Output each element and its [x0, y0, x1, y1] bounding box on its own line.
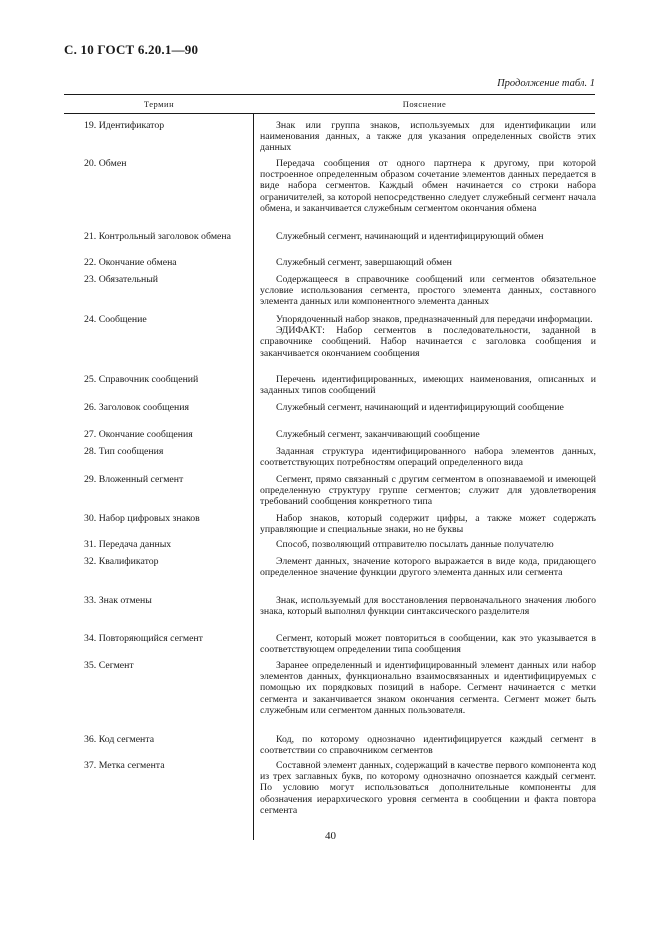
table-row	[64, 660, 596, 716]
term-cell: 35. Сегмент	[84, 660, 134, 671]
table-row	[64, 231, 595, 242]
explanation-cell	[260, 660, 596, 716]
terms-table	[64, 94, 596, 816]
explanation-cell	[260, 314, 596, 359]
table-row	[64, 429, 595, 440]
explanation-cell	[260, 257, 596, 268]
explanation-cell	[260, 760, 596, 816]
table-row	[64, 446, 596, 469]
explanation-paragraph: Упорядоченный набор знаков, предназначенный для передачи информации.	[276, 314, 593, 325]
term-cell: 23. Обязательный	[84, 274, 159, 285]
explanation-paragraph: Знак или группа знаков, используемых для идентификации или наименования данных, а также для указания определенных свойств этих данных	[260, 120, 596, 154]
table-continuation-note: Продолжение табл. 1	[497, 78, 595, 89]
explanation-cell	[260, 429, 596, 440]
explanation-cell	[260, 633, 596, 655]
explanation-cell	[260, 734, 596, 756]
term-cell: 30. Набор цифровых знаков	[84, 513, 200, 524]
term-cell: 31. Передача данных	[84, 539, 172, 550]
term-cell: 21. Контрольный заголовок обмена	[84, 231, 231, 242]
explanation-cell	[260, 374, 596, 396]
table-row	[64, 474, 596, 508]
table-row	[64, 513, 596, 536]
table-column-header	[64, 95, 595, 113]
table-row	[64, 595, 596, 618]
explanation-cell	[260, 556, 596, 578]
explanation-paragraph: Служебный сегмент, заканчивающий сообщение	[276, 429, 480, 440]
table-header-rule	[64, 113, 595, 114]
table-row	[64, 633, 596, 656]
explanation-cell	[260, 446, 596, 468]
table-row	[64, 556, 596, 579]
term-cell: 19. Идентификатор	[84, 120, 165, 131]
page-number: 40	[325, 830, 336, 842]
explanation-paragraph: Служебный сегмент, начинающий и идентифицирующий обмен	[276, 231, 544, 242]
explanation-paragraph: Сегмент, который может повториться в сообщении, как это указывается в соответствующем определении типа сообщения	[260, 633, 596, 656]
table-row	[64, 734, 596, 757]
term-cell: 36. Код сегмента	[84, 734, 155, 745]
explanation-paragraph: Элемент данных, значение которого выражается в виде кода, придающего определенное значение функции другого элемента данных или сегмента	[260, 556, 596, 579]
explanation-cell	[260, 474, 596, 508]
explanation-paragraph: Знак, используемый для восстановления первоначального значения любого знака, который выполнял функции синтаксического разделителя	[260, 595, 596, 618]
term-cell: 28. Тип сообщения	[84, 446, 164, 457]
explanation-cell	[260, 539, 596, 550]
explanation-cell	[260, 402, 596, 413]
explanation-cell	[260, 513, 596, 535]
table-row	[64, 402, 595, 413]
column-header-term: Термин	[143, 99, 175, 109]
explanation-cell	[260, 120, 596, 154]
term-cell: 37. Метка сегмента	[84, 760, 165, 771]
explanation-cell	[260, 595, 596, 617]
term-cell: 20. Обмен	[84, 158, 127, 169]
term-cell: 34. Повторяющийся сегмент	[84, 633, 203, 644]
explanation-paragraph: Заранее определенный и идентифицированный элемент данных или набор элементов данных, функционально взаимосвязанных и идентифицируемых с помощью их порядковых позиций в наборе. Сегмент начинается с метки сегмента и заканчивается знаком окончания сегмента. Сегмент может быть служебным или сегментом данных пользователя.	[260, 660, 596, 716]
explanation-paragraph: Служебный сегмент, начинающий и идентифицирующий сообщение	[276, 402, 564, 413]
table-row	[64, 760, 596, 816]
table-row	[64, 120, 596, 154]
explanation-paragraph: Набор знаков, который содержит цифры, а также может содержать управляющие и специальные знаки, но не буквы	[260, 513, 596, 536]
table-row	[64, 257, 595, 268]
explanation-paragraph: Составной элемент данных, содержащий в качестве первого компонента код из трех заглавных букв, по которому однозначно опознается каждый сегмент. По условию могут использоваться дополнительные компоненты для обозначения иерархического уровня сегмента в сообщении и факта повтора сегмента	[260, 760, 596, 816]
column-header-explanation: Пояснение	[402, 99, 447, 109]
explanation-paragraph: Служебный сегмент, завершающий обмен	[276, 257, 452, 268]
explanation-paragraph: Передача сообщения от одного партнера к другому, при которой построенное определенным образом сочетание элементов данных передается в виде набора сегментов. Каждый обмен начинается со строки набора ограничителей, за которой непосредственно следует служебный сегмент начала обмена, и заканчивается служебным сегментом окончания обмена	[260, 158, 596, 214]
table-row	[64, 374, 596, 397]
page-header-title: С. 10 ГОСТ 6.20.1—90	[64, 42, 199, 57]
term-cell: 33. Знак отмены	[84, 595, 152, 606]
explanation-paragraph: Перечень идентифицированных, имеющих наименования, описанных и заданных типов сообщений	[260, 374, 596, 397]
term-cell: 29. Вложенный сегмент	[84, 474, 184, 485]
term-cell: 24. Сообщение	[84, 314, 147, 325]
table-row	[64, 314, 596, 359]
explanation-paragraph: Код, по которому однозначно идентифицируется каждый сегмент в соответствии со справочником сегментов	[260, 734, 596, 757]
table-row	[64, 274, 596, 308]
explanation-paragraph: Заданная структура идентифицированного набора элементов данных, соответствующих потребностям операций определенного вида	[260, 446, 596, 469]
explanation-paragraph: ЭДИФАКТ: Набор сегментов в последовательности, заданной в справочнике сообщений. Набор начинается с заголовка сообщения и заканчивается окончанием сообщения	[260, 325, 596, 359]
term-cell: 25. Справочник сообщений	[84, 374, 199, 385]
table-row	[64, 158, 596, 214]
explanation-cell	[260, 274, 596, 308]
explanation-cell	[260, 158, 596, 214]
explanation-cell	[260, 231, 596, 242]
term-cell: 27. Окончание сообщения	[84, 429, 193, 440]
table-row	[64, 539, 595, 550]
term-cell: 26. Заголовок сообщения	[84, 402, 189, 413]
term-cell: 22. Окончание обмена	[84, 257, 177, 268]
explanation-paragraph: Содержащееся в справочнике сообщений или сегментов обязательное условие использования сегмента, простого элемента данных, составного элемента данных или компонентного элемента данных	[260, 274, 596, 308]
explanation-paragraph: Способ, позволяющий отправителю посылать данные получателю	[276, 539, 554, 550]
term-cell: 32. Квалификатор	[84, 556, 159, 567]
explanation-paragraph: Сегмент, прямо связанный с другим сегментом в опознаваемой и имеющей определенную структуру группе сегментов; служит для удовлетворения требований сообщения конкретного типа	[260, 474, 596, 508]
